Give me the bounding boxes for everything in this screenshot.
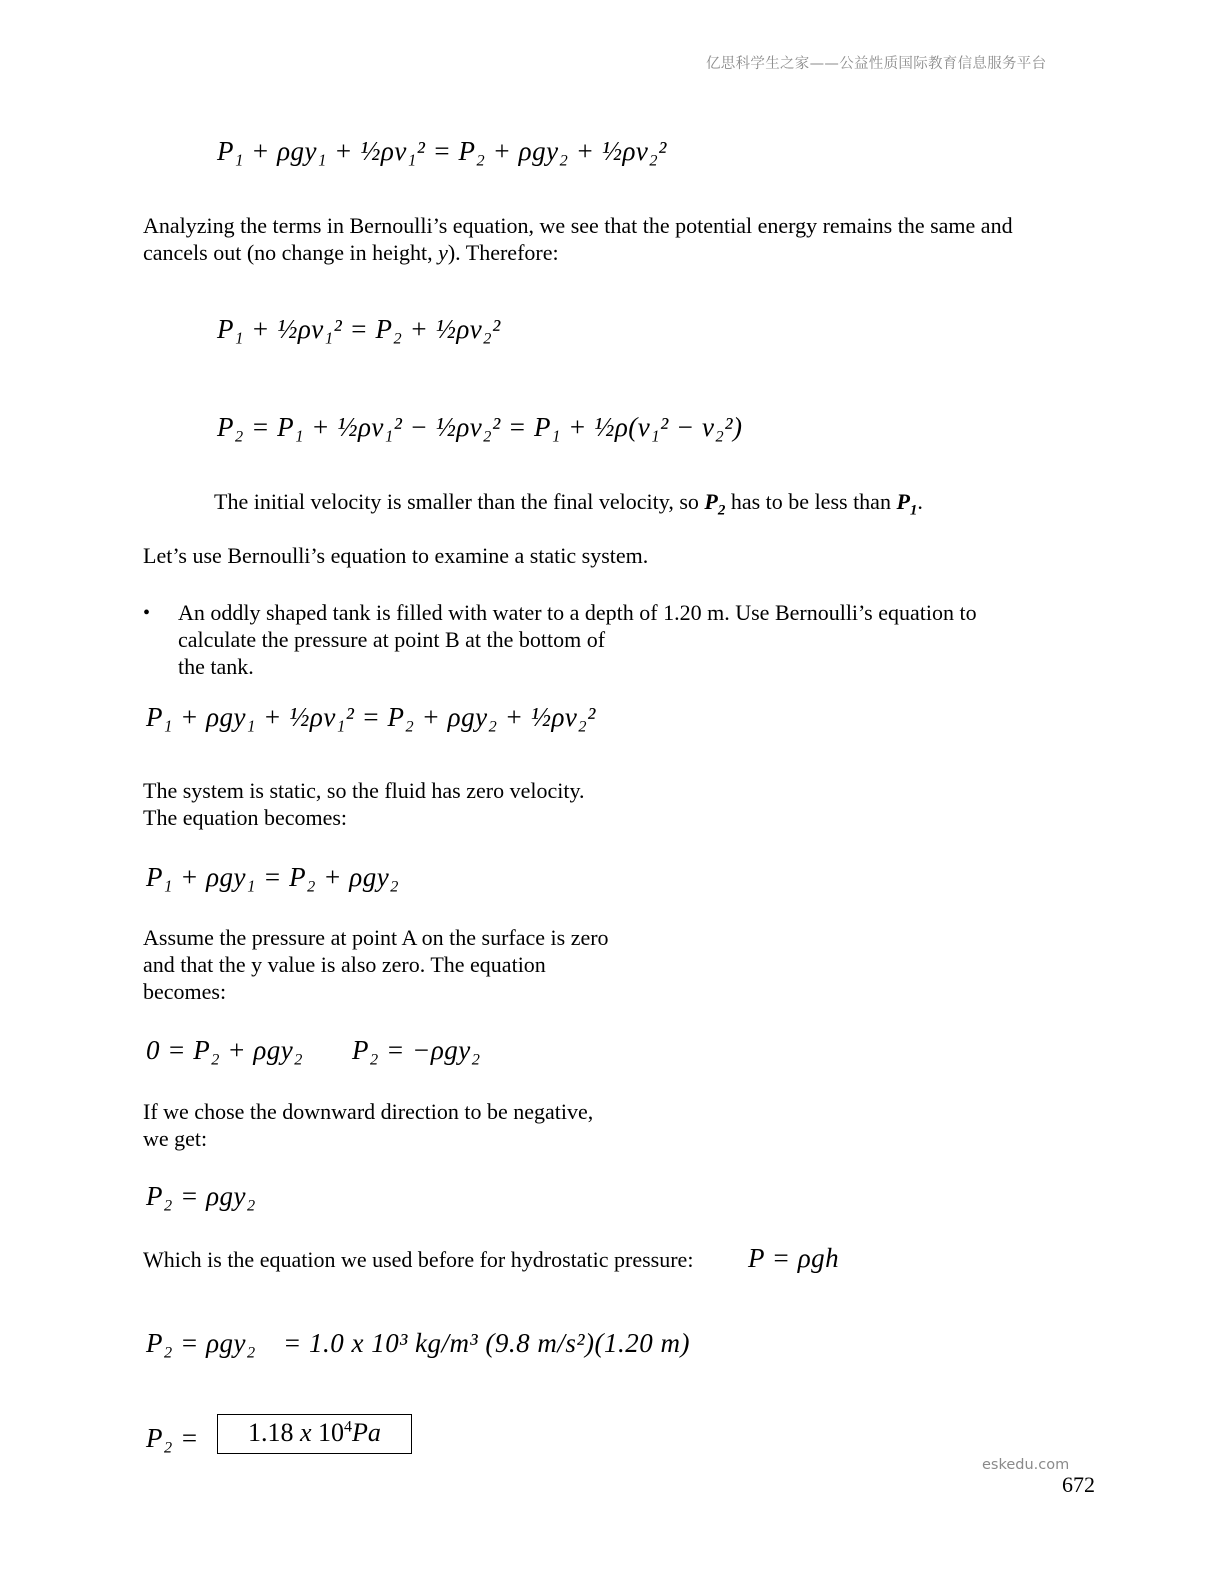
text-run: . [917, 489, 923, 514]
paragraph-static-system: Let’s use Bernoulli’s equation to examine a static system. [143, 543, 649, 568]
paragraph-line: we get: [143, 1126, 208, 1151]
result-mantissa: 1.18 [248, 1418, 294, 1447]
paragraph-line: becomes: [143, 979, 227, 1004]
height-variable: y [438, 240, 448, 265]
paragraph-analyzing [143, 212, 1013, 266]
bullet-item-tank [178, 599, 977, 680]
bullet-symbol: • [143, 602, 151, 624]
paragraph-initial-velocity [214, 488, 923, 524]
bernoulli-equation-4: P₁ + ρgy₁ + ½ρv₁² = P₂ + ρgy₂ + ½ρv₂² [146, 702, 596, 732]
bernoulli-equation-3: P₂ = P₁ + ½ρv₁² − ½ρv₂² = P₁ + ½ρ(v₁² − v₂²) [217, 412, 743, 442]
text-run: has to be less than [725, 489, 897, 514]
zero-pressure-equation: 0 = P₂ + ρgy₂ [146, 1035, 304, 1065]
paragraph-hydrostatic: Which is the equation we used before for hydrostatic pressure: [143, 1247, 694, 1272]
text-run: cancels out (no change in height, [143, 240, 439, 265]
paragraph-analyzing-line-1: Analyzing the terms in Bernoulli’s equation, we see that the potential energy remains the same and [143, 213, 1013, 238]
paragraph-line: The equation becomes: [143, 805, 348, 830]
result-unit: Pa [352, 1418, 381, 1447]
paragraph-line: The system is static, so the fluid has zero velocity. [143, 778, 585, 803]
paragraph-line: If we chose the downward direction to be negative, [143, 1099, 594, 1124]
result-exponent: 4 [344, 1418, 353, 1436]
p2-symbol: $P_2$ [704, 489, 726, 519]
bernoulli-equation-2: P₁ + ½ρv₁² = P₂ + ½ρv₂² [217, 314, 501, 344]
result-times: x [300, 1418, 312, 1447]
page-number: 672 [1062, 1472, 1095, 1497]
paragraph-downward-direction [143, 1098, 593, 1152]
paragraph-assume-pressure [143, 924, 609, 1005]
bullet-line: the tank. [178, 654, 254, 679]
paragraph-analyzing-line-2 [143, 239, 1013, 266]
pressure-result-box [217, 1414, 412, 1454]
static-equation: P₁ + ρgy₁ = P₂ + ρgy₂ [146, 862, 400, 892]
paragraph-line: and that the y value is also zero. The equation [143, 952, 546, 977]
bullet-line: calculate the pressure at point B at the bottom of [178, 627, 606, 652]
hydrostatic-equation: P₂ = ρgy₂ [146, 1181, 256, 1211]
footer-watermark: eskedu.com [982, 1457, 1070, 1473]
pressure-calculation-lhs: P₂ = ρgy₂ [146, 1328, 256, 1358]
text-run: The initial velocity is smaller than the final velocity, so [214, 489, 705, 514]
result-base: 10 [318, 1418, 345, 1447]
header-watermark: 亿思科学生之家——公益性质国际教育信息服务平台 [706, 56, 1047, 72]
p1-symbol: $P_1$ [896, 489, 918, 519]
bernoulli-equation-1: P₁ + ρgy₁ + ½ρv₁² = P₂ + ρgy₂ + ½ρv₂² [217, 136, 667, 166]
paragraph-line: Assume the pressure at point A on the surface is zero [143, 925, 609, 950]
hydrostatic-formula: P = ρgh [748, 1243, 840, 1273]
pressure-result-label: P₂ = [146, 1423, 199, 1453]
text-run: ). Therefore: [447, 240, 559, 265]
negative-pressure-equation: P₂ = −ρgy₂ [352, 1035, 481, 1065]
pressure-calculation-rhs: = 1.0 x 10³ kg/m³ (9.8 m/s²)(1.20 m) [283, 1328, 690, 1358]
paragraph-zero-velocity [143, 777, 585, 831]
bullet-line: An oddly shaped tank is filled with water to a depth of 1.20 m. Use Bernoulli’s equation to [178, 600, 977, 625]
